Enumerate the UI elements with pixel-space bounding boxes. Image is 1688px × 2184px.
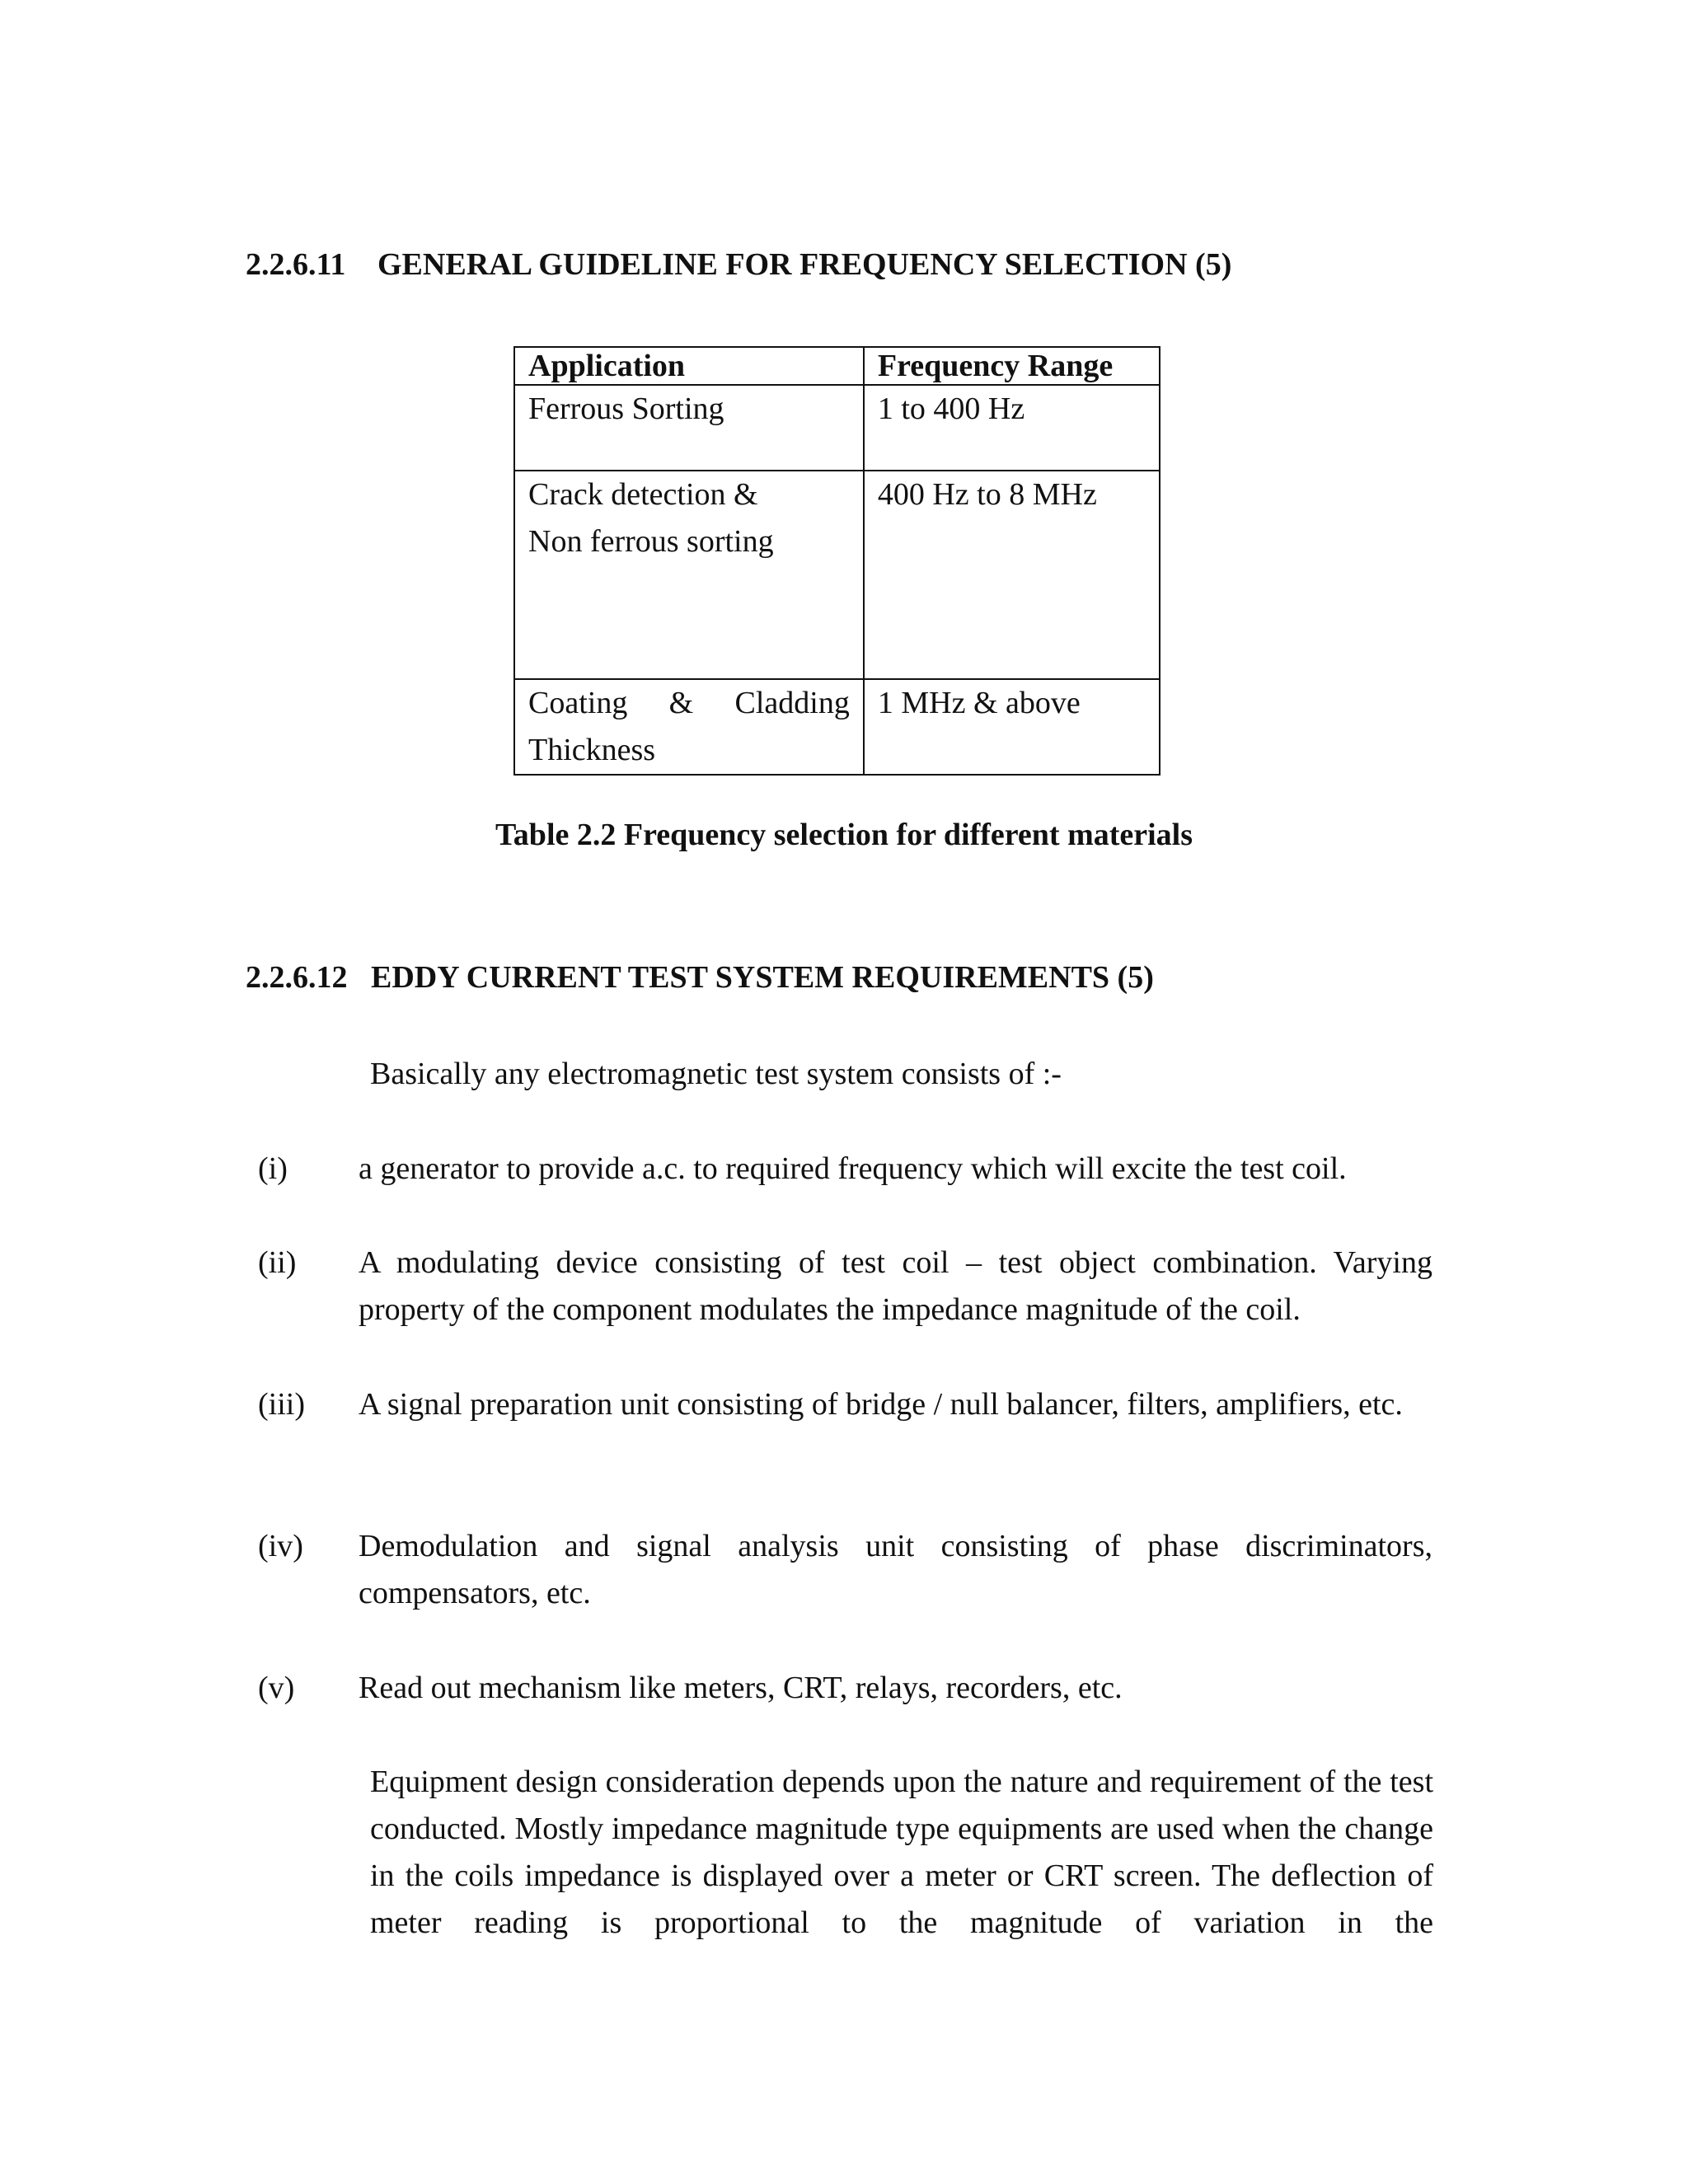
cell-line: Crack detection & xyxy=(528,477,758,512)
table-cell-application xyxy=(514,679,864,775)
table-header-row xyxy=(514,347,1160,385)
section-number: 2.2.6.11 xyxy=(246,247,346,282)
list-item-text: Demodulation and signal analysis unit consisting of phase discriminators, compensators, etc. xyxy=(359,1529,1432,1610)
table-row xyxy=(514,471,1160,679)
list-item-label: (ii) xyxy=(258,1245,297,1280)
table-caption: Table 2.2 Frequency selection for different materials xyxy=(495,818,1193,852)
table-header-application: Application xyxy=(514,347,864,385)
cell-line: Ferrous Sorting xyxy=(528,391,724,426)
list-item-text: Read out mechanism like meters, CRT, relays, recorders, etc. xyxy=(359,1671,1123,1705)
list-item-text: A modulating device consisting of test coil – test object combination. Varying property of the component modulates the impedance magnitude of the coil. xyxy=(359,1245,1432,1327)
table-row xyxy=(514,385,1160,471)
table-cell-application xyxy=(514,471,864,679)
list-item-label: (v) xyxy=(258,1671,295,1705)
cell-line: Coating & Cladding xyxy=(528,686,850,720)
table-header-frequency-range: Frequency Range xyxy=(864,347,1160,385)
section-heading-frequency-selection xyxy=(246,246,1231,284)
list-item-label: (iii) xyxy=(258,1387,305,1422)
table-cell-frequency: 400 Hz to 8 MHz xyxy=(864,471,1160,679)
table-cell-application xyxy=(514,385,864,471)
frequency-selection-table xyxy=(513,346,1160,776)
closing-paragraph: Equipment design consideration depends upon the nature and requirement of the test conducted. Mostly impedance magnitude type equipments are used when the change in the coils impedance is displayed over a meter or CRT screen. The deflection of meter reading is proportional to the magnitude of variation in the xyxy=(370,1765,1433,1940)
table-row xyxy=(514,679,1160,775)
table-cell-frequency: 1 to 400 Hz xyxy=(864,385,1160,471)
list-item-label: (i) xyxy=(258,1151,288,1186)
list-item-label: (iv) xyxy=(258,1529,303,1563)
intro-text: Basically any electromagnetic test system consists of :- xyxy=(370,1057,1062,1091)
cell-line: Non ferrous sorting xyxy=(528,524,774,559)
section-title: GENERAL GUIDELINE FOR FREQUENCY SELECTION (5) xyxy=(377,247,1232,282)
table-cell-frequency: 1 MHz & above xyxy=(864,679,1160,775)
section-heading-system-requirements xyxy=(246,958,1154,996)
list-item-text: A signal preparation unit consisting of bridge / null balancer, filters, amplifiers, etc. xyxy=(359,1387,1403,1422)
cell-line: Thickness xyxy=(528,733,656,767)
list-item-text: a generator to provide a.c. to required frequency which will excite the test coil. xyxy=(359,1151,1347,1186)
section-title: EDDY CURRENT TEST SYSTEM REQUIREMENTS (5) xyxy=(371,960,1154,995)
section-number: 2.2.6.12 xyxy=(246,960,348,995)
